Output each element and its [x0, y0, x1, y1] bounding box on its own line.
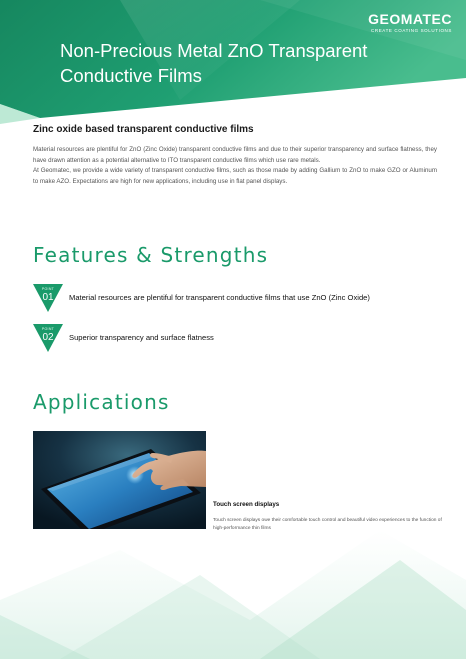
footer-decoration [0, 520, 466, 659]
point-badge-number: 01 [42, 292, 54, 303]
feature-point-2 [33, 324, 453, 354]
applications-title: Applications [33, 390, 170, 414]
point-badge-1 [33, 284, 63, 312]
point-badge-label: POINT [41, 287, 55, 291]
application-description: Touch screen displays owe their comfortable touch control and beautiful video experiences to the function of high-performance thin films [213, 518, 442, 531]
point-badge-label: POINT [41, 327, 55, 331]
page-header [0, 0, 466, 135]
logo-name: GEOMATEC [368, 11, 452, 27]
company-logo[interactable] [368, 11, 452, 33]
point-badge-number: 02 [42, 332, 54, 343]
feature-point-text: Superior transparency and surface flatness [69, 333, 214, 342]
feature-point-text: Material resources are plentiful for transparent conductive films that use ZnO (Zinc Oxide) [69, 293, 370, 302]
feature-point-1 [33, 284, 453, 314]
touch-screen-photo [33, 431, 206, 529]
features-title: Features & Strengths [33, 243, 269, 267]
page-title-line-2: Conductive Films [60, 65, 202, 86]
page-title [60, 38, 420, 88]
logo-tagline: CREATE COATING SOLUTIONS [371, 28, 452, 33]
application-title: Touch screen displays [213, 501, 280, 508]
intro-section [33, 124, 437, 187]
point-badge-2 [33, 324, 63, 352]
intro-heading: Zinc oxide based transparent conductive films [33, 124, 254, 135]
intro-paragraph-1: Material resources are plentiful for ZnO (Zinc Oxide) transparent conductive films and due to their superior transparency and surface flatness, they have drawn attention as a potential alternative to ITO transparent conductive films which use rare metals. [33, 146, 437, 164]
touch-screen-illustration [33, 431, 206, 529]
page-title-line-1: Non-Precious Metal ZnO Transparent [60, 40, 368, 61]
intro-paragraph-2: At Geomatec, we provide a wide variety of transparent conductive films, such as those made by adding Gallium to ZnO to make GZO or Aluminum to make AZO. Expectations are high for new applications, including use in flat panel displays. [33, 167, 437, 185]
